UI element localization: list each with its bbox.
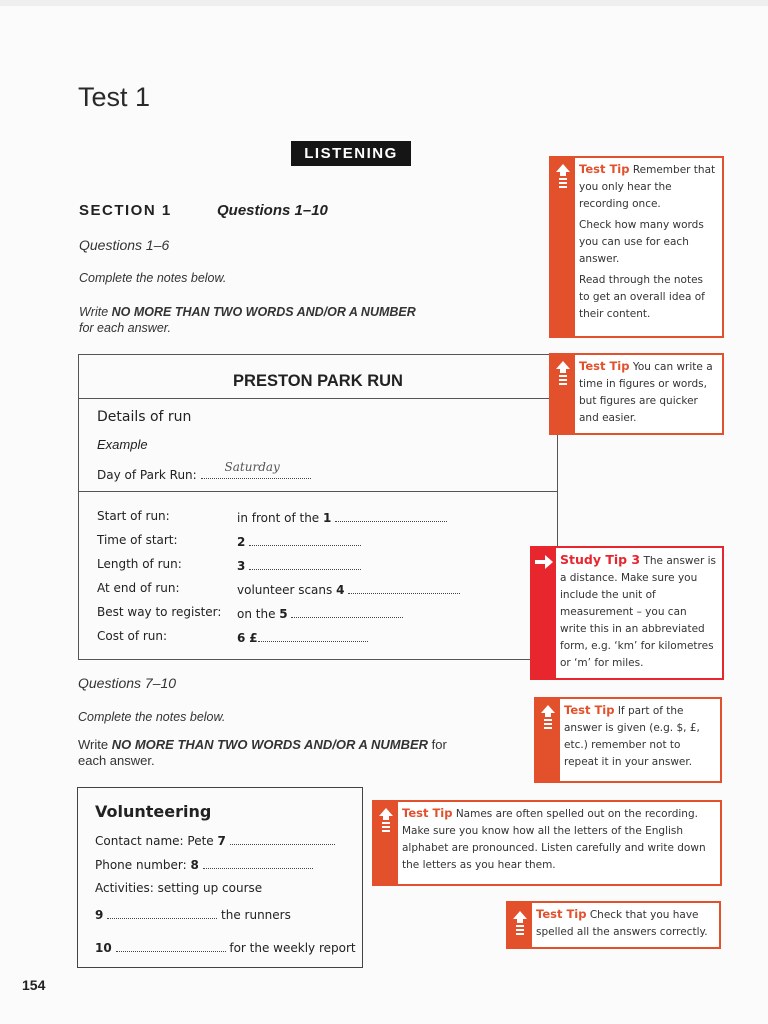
answer-line-8[interactable]: [203, 856, 313, 869]
tip-5-body: Names are often spelled out on the recording. Make sure you know how all the letters of the English alphabet are pronounced. Listen carefully and write down the letters as you hear them.: [402, 808, 706, 871]
write-bold: NO MORE THAN TWO WORDS AND/OR A NUMBER: [111, 305, 416, 319]
answer-line-3[interactable]: [249, 557, 361, 570]
row-answer-5: [237, 605, 403, 621]
answer-line-5[interactable]: [291, 605, 403, 618]
details-label: Details of run: [97, 409, 192, 425]
phone-label: Phone number:: [95, 858, 187, 872]
form-title: PRESTON PARK RUN: [79, 355, 557, 399]
arrow-up-icon: [379, 808, 393, 834]
tip-strip: [551, 158, 575, 336]
question-number-5: 5: [279, 607, 288, 621]
tip-4-body: If part of the answer is given (e.g. $, £, etc.) remember not to repeat it in your answer.: [564, 705, 700, 768]
answer-line-7[interactable]: [230, 832, 335, 845]
test-tip-1: [549, 156, 724, 338]
arrow-up-icon: [513, 911, 527, 937]
row-answer-6: [237, 629, 368, 645]
answer-line-4[interactable]: [348, 581, 460, 594]
write2-line2: each answer.: [78, 753, 155, 768]
question-number-7: 7: [217, 834, 226, 848]
question-number-2: 2: [237, 535, 246, 549]
question-number-8: 8: [190, 858, 199, 872]
example-row: [97, 460, 311, 482]
volunteering-title: Volunteering: [95, 802, 212, 821]
tip-6-label: Test Tip: [536, 907, 587, 921]
arrow-up-icon: [541, 705, 555, 731]
answer-line-10[interactable]: [116, 939, 226, 952]
tip-strip: [508, 903, 532, 947]
top-edge: [0, 0, 768, 6]
test-tip-6: [506, 901, 721, 949]
study-tip-3: [530, 546, 724, 680]
tip-strip: [374, 802, 398, 884]
row-answer-3: [237, 557, 361, 573]
currency-symbol: £: [249, 631, 258, 645]
q10-row: [95, 939, 356, 955]
test-tip-5: [372, 800, 722, 886]
part2-heading: Questions 7–10: [78, 675, 177, 691]
tip-strip: [536, 699, 560, 781]
tip-6-body: Check that you have spelled all the answers correctly.: [536, 909, 708, 938]
row-label-2: Time of start:: [97, 533, 178, 547]
tip-2-body: You can write a time in figures or words, but figures are quicker and easier.: [579, 361, 713, 424]
q9-text: the runners: [221, 908, 291, 922]
row-answer-1: [237, 509, 447, 525]
tip-3-text: [560, 551, 716, 672]
section-label: SECTION 1: [79, 202, 172, 219]
row-answer-4: [237, 581, 460, 597]
row-label-5: Best way to register:: [97, 605, 222, 619]
tip-1-a: Remember that you only hear the recording once.: [579, 164, 716, 210]
tip-1-label: Test Tip: [579, 162, 630, 176]
contact-label: Contact name: Pete: [95, 834, 214, 848]
example-answer: Saturday: [224, 460, 280, 474]
tip-5-label: Test Tip: [402, 806, 453, 820]
question-number-9: 9: [95, 908, 104, 922]
write-post: for each answer.: [79, 321, 171, 335]
row-prefix-1: in front of the: [237, 511, 320, 525]
tip-strip: [532, 548, 556, 678]
form-divider: [79, 491, 557, 492]
q9-row: [95, 906, 291, 922]
tip-1-b: Check how many words you can use for each answer.: [579, 219, 704, 265]
row-label-4: At end of run:: [97, 581, 180, 595]
test-tip-2: [549, 353, 724, 435]
part1-heading: Questions 1–6: [79, 237, 170, 253]
tip-2-label: Test Tip: [579, 359, 630, 373]
answer-line-1[interactable]: [335, 509, 447, 522]
row-prefix-4: volunteer scans: [237, 583, 333, 597]
contact-row: [95, 832, 335, 848]
page-number: 154: [22, 977, 46, 993]
example-field-label: Day of Park Run:: [97, 468, 197, 482]
write2-pre: Write: [78, 737, 112, 752]
answer-line-6[interactable]: [258, 629, 368, 642]
question-number-4: 4: [336, 583, 345, 597]
write2-bold: NO MORE THAN TWO WORDS AND/OR A NUMBER: [111, 737, 429, 752]
question-number-1: 1: [323, 511, 332, 525]
tip-strip: [551, 355, 575, 433]
arrow-right-icon: [535, 554, 553, 570]
question-number-3: 3: [237, 559, 246, 573]
test-tip-4: [534, 697, 722, 783]
volunteering-form: [77, 787, 363, 968]
part1-instruction: Complete the notes below.: [79, 271, 227, 285]
activities-label: Activities: setting up course: [95, 881, 263, 895]
question-number-6: 6: [237, 631, 246, 645]
arrow-up-icon: [556, 361, 570, 387]
write2-post: for: [428, 737, 447, 752]
part1-write: [79, 304, 499, 336]
tip-4-label: Test Tip: [564, 703, 615, 717]
answer-line-9[interactable]: [107, 906, 217, 919]
preston-park-run-form: [78, 354, 558, 660]
row-label-6: Cost of run:: [97, 629, 168, 643]
tip-6-text: [536, 906, 713, 941]
row-label-3: Length of run:: [97, 557, 182, 571]
part2-instruction: Complete the notes below.: [78, 710, 226, 724]
tip-1-c: Read through the notes to get an overall idea of their content.: [579, 274, 705, 320]
tip-3-label: Study Tip 3: [560, 552, 641, 567]
tip-5-text: [402, 805, 714, 874]
tip-3-body: The answer is a distance. Make sure you include the unit of measurement – you can write this in an abbreviated form, e.g. ‘km’ for kilometres or ‘m’ for miles.: [560, 555, 716, 669]
write-pre: Write: [79, 305, 112, 319]
example-answer-line: [201, 460, 311, 479]
example-label: Example: [97, 437, 148, 452]
row-prefix-5: on the: [237, 607, 276, 621]
question-number-10: 10: [95, 941, 112, 955]
section-questions: Questions 1–10: [217, 202, 328, 219]
tip-2-text: [579, 358, 716, 427]
page-title: Test 1: [78, 82, 151, 112]
phone-row: [95, 856, 313, 872]
tip-4-text: [564, 702, 714, 771]
row-label-1: Start of run:: [97, 509, 170, 523]
part2-write: [78, 737, 498, 769]
row-answer-2: [237, 533, 361, 549]
listening-badge: LISTENING: [291, 141, 411, 166]
tip-1-text: [579, 161, 716, 327]
answer-line-2[interactable]: [249, 533, 361, 546]
arrow-up-icon: [556, 164, 570, 190]
q10-text: for the weekly report: [229, 941, 356, 955]
